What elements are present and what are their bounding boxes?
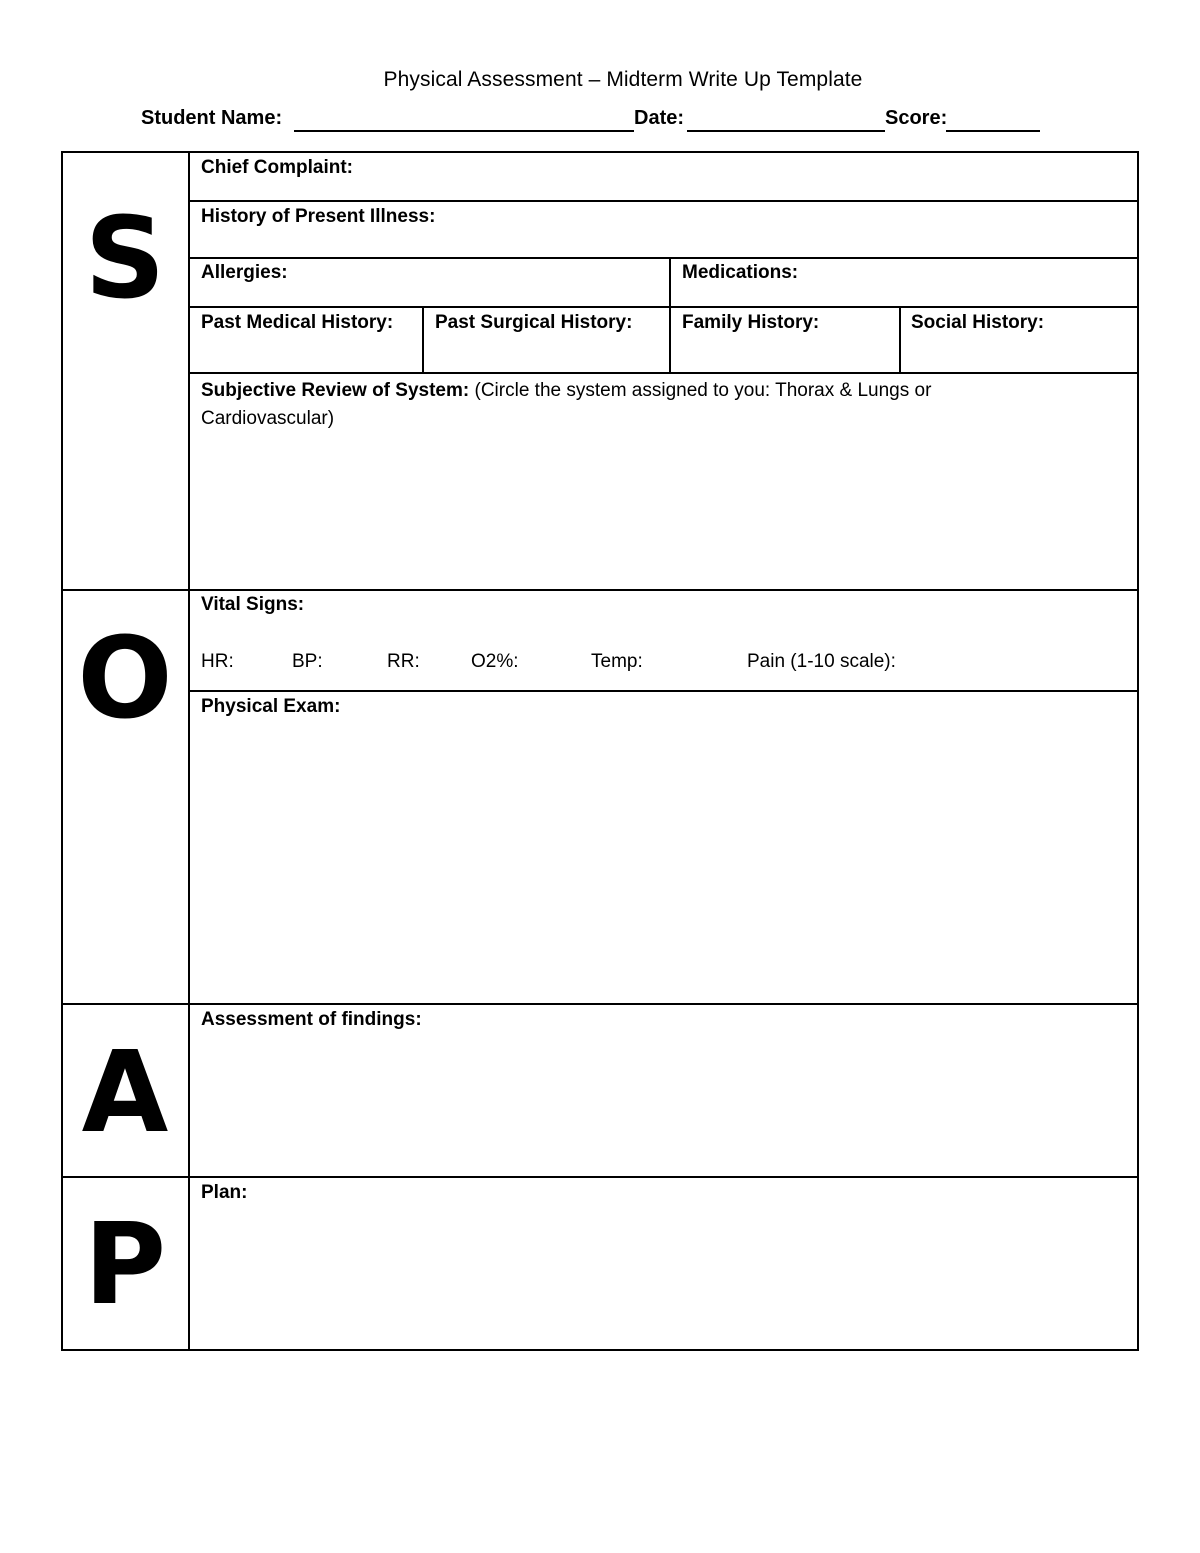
vital-o2-label: O2%: [471, 651, 519, 672]
ros-note: (Circle the system assigned to you: Thorax & Lungs or Cardiovascular) [201, 380, 932, 429]
vital-hr-label: HR: [201, 651, 234, 672]
border-top [61, 151, 1139, 153]
score-field[interactable] [946, 130, 1040, 132]
allergies-label: Allergies: [201, 262, 288, 283]
divider-pmh-psh [422, 306, 424, 373]
medications-label: Medications: [682, 262, 799, 283]
divider-vitals-exam [188, 690, 1139, 692]
hpi-label: History of Present Illness: [201, 206, 436, 227]
divider-hpi-allergies [188, 257, 1139, 259]
divider-o-a [61, 1003, 1139, 1005]
divider-cc-hpi [188, 200, 1139, 202]
ros-label: Subjective Review of System: [201, 380, 470, 401]
student-name-field[interactable] [294, 130, 634, 132]
past-medical-history-label: Past Medical History: [201, 312, 394, 333]
letter-s: S [84, 194, 166, 324]
past-surgical-history-label: Past Surgical History: [435, 312, 633, 333]
divider-history-ros [188, 372, 1139, 374]
student-name-label: Student Name: [141, 107, 283, 129]
letter-column-divider [188, 151, 190, 1351]
social-history-label: Social History: [911, 312, 1045, 333]
soap-form [61, 151, 1139, 1351]
letter-a: A [81, 1028, 169, 1158]
divider-a-p [61, 1176, 1139, 1178]
document-title: Physical Assessment – Midterm Write Up Template [383, 68, 863, 91]
divider-allergies-history [188, 306, 1139, 308]
chief-complaint-label: Chief Complaint: [201, 157, 353, 178]
vital-temp-label: Temp: [591, 651, 643, 672]
border-left [61, 151, 63, 1351]
vital-signs-label: Vital Signs: [201, 594, 305, 615]
date-label: Date: [634, 107, 685, 129]
assessment-label: Assessment of findings: [201, 1009, 422, 1030]
divider-fh-sh [899, 306, 901, 373]
letter-p: P [83, 1200, 167, 1330]
date-field[interactable] [687, 130, 885, 132]
family-history-label: Family History: [682, 312, 820, 333]
letter-o: O [77, 614, 173, 744]
vital-bp-label: BP: [292, 651, 323, 672]
plan-label: Plan: [201, 1182, 248, 1203]
vital-rr-label: RR: [387, 651, 420, 672]
border-right [1137, 151, 1139, 1351]
divider-s-o [61, 589, 1139, 591]
review-of-system [201, 377, 1041, 433]
score-label: Score: [885, 107, 948, 129]
border-bottom [61, 1349, 1139, 1351]
divider-allergies-meds [669, 257, 671, 373]
physical-exam-label: Physical Exam: [201, 696, 341, 717]
vital-pain-label: Pain (1-10 scale): [747, 651, 896, 672]
